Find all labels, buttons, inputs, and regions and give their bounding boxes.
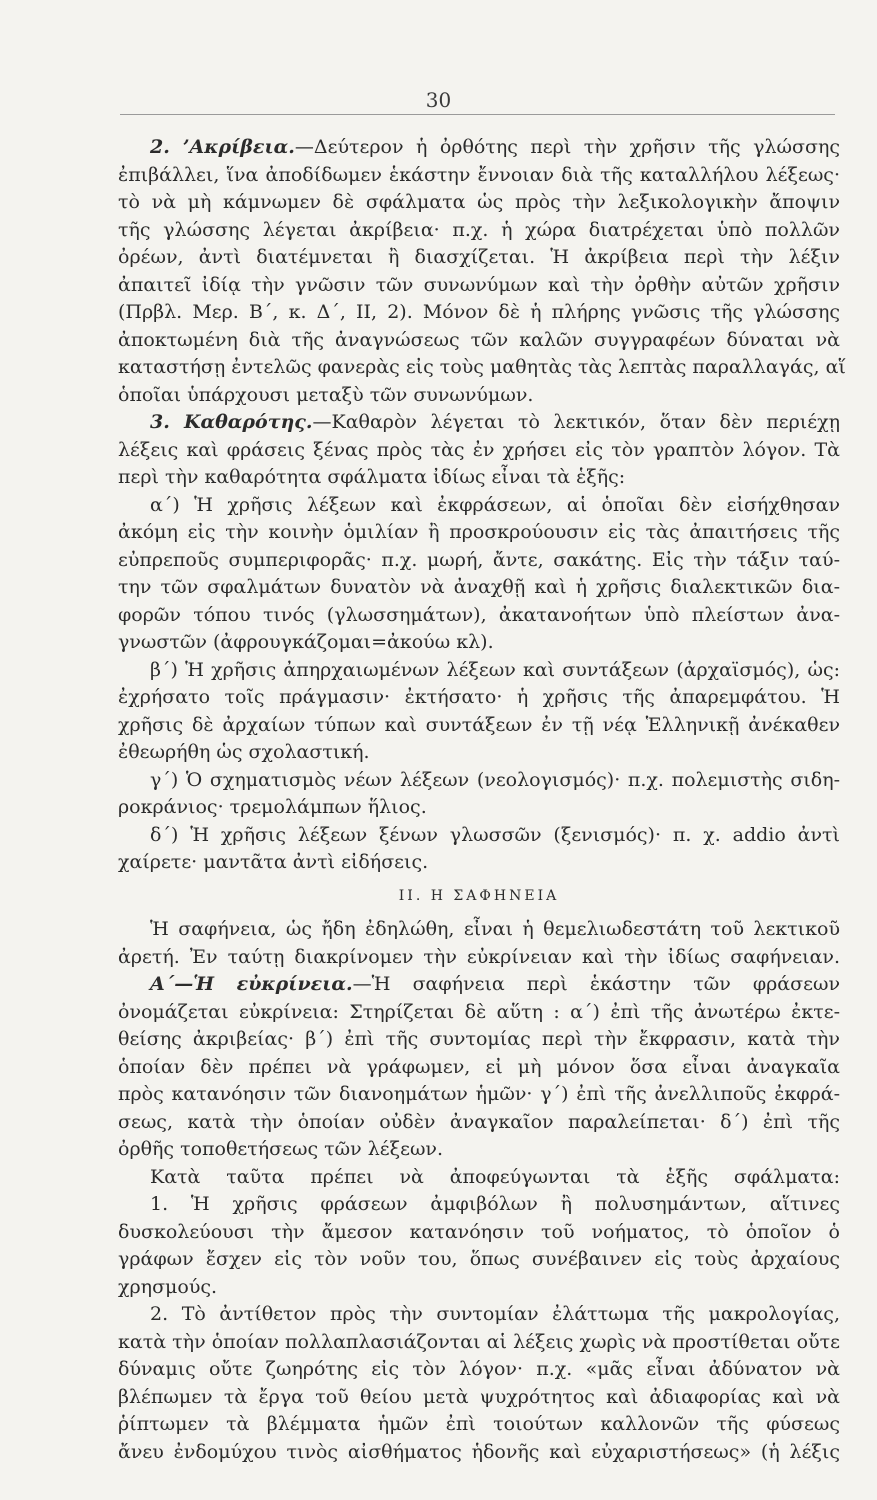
text-line xyxy=(118,1356,840,1384)
text-line xyxy=(118,492,840,520)
line-text: περὶ τὴν καθαρότητα σφάλματα ἰδίως εἶναι τὰ ἑξῆς: xyxy=(118,466,626,488)
text-line xyxy=(118,519,840,547)
line-text: χρησμούς. xyxy=(118,1275,218,1298)
line-text: ΙΙ. Η ΣΑΦΗΝΕΙΑ xyxy=(398,887,560,904)
text-line xyxy=(118,657,840,685)
text-line xyxy=(118,1081,840,1109)
text-line xyxy=(118,1054,840,1082)
text-line xyxy=(118,916,840,944)
line-text: ἀποκτωμένη διὰ τῆς ἀναγνώσεως τῶν καλῶν συγγραφέων δύναται νὰ xyxy=(118,328,840,351)
text-line xyxy=(118,189,840,217)
line-text: χαίρετε· μαντᾶτα ἀντὶ εἰδήσεις. xyxy=(118,851,429,873)
text-line xyxy=(118,1384,840,1412)
text-line xyxy=(118,217,840,245)
line-text: γνωστῶν (ἀφρουγκάζομαι=ἀκούω κλ). xyxy=(118,631,494,653)
text-line xyxy=(118,1191,840,1219)
text-line xyxy=(118,1439,840,1467)
text-line xyxy=(118,602,840,630)
body-text xyxy=(118,134,846,1466)
line-text: γράφων ἔσχεν εἰς τὸν νοῦν του, ὅπως συνέβαινεν εἰς τοὺς ἀρχαίους xyxy=(118,1248,840,1270)
line-text: (Πρβλ. Μερ. Β΄, κ. Δ΄, ΙΙ, 2). Μόνον δὲ ἡ πλήρης γνῶσις τῆς γλώσσης xyxy=(118,301,840,323)
line-text: εὐπρεποῦς συμπεριφορᾶς· π.χ. μωρή, ἄντε, σακάτης. Εἰς τὴν τάξιν ταύ- xyxy=(118,548,840,571)
line-text: —Ἡ σαφήνεια περὶ ἑκάστην τῶν φράσεων xyxy=(352,973,840,995)
line-text: ἐθεωρήθη ὡς σχολαστική. xyxy=(118,741,370,763)
section-lead: Α΄—Ἡ εὐκρίνεια. xyxy=(150,973,353,995)
line-text: ροκράνιος· τρεμολάμπων ἥλιος. xyxy=(118,796,427,818)
line-text: ἀρετή. Ἐν ταύτῃ διακρίνομεν τὴν εὐκρίνειαν καὶ τὴν ἰδίως σαφήνειαν. xyxy=(118,945,840,968)
line-text: ἀκόμη εἰς τὴν κοινὴν ὁμιλίαν ἢ προσκρούουσιν εἰς τὰς ἀπαιτήσεις τῆς xyxy=(118,521,840,543)
line-text: ὁποίαν δὲν πρέπει νὰ γράφωμεν, εἰ μὴ μόνον ὅσα εἶναι ἀναγκαῖα xyxy=(118,1055,840,1078)
header-rule xyxy=(120,114,835,115)
section-lead: 2. ’Ακρίβεια. xyxy=(150,136,295,158)
text-line xyxy=(118,629,840,657)
text-line xyxy=(118,794,840,822)
text-line xyxy=(118,354,846,382)
text-line xyxy=(118,767,840,795)
line-text: φορῶν τόπου τινός (γλωσσημάτων), ἀκατανοήτων ὑπὸ πλείστων ἀνα- xyxy=(118,603,840,626)
line-text: α΄) Ἡ χρῆσις λέξεων καὶ ἐκφράσεων, αἱ ὁποῖαι δὲν εἰσήχθησαν xyxy=(150,493,840,516)
text-line xyxy=(118,1164,840,1192)
line-text: ἐχρήσατο τοῖς πράγμασιν· ἐκτήσατο· ἡ χρῆσις τῆς ἀπαρεμφάτου. Ἡ xyxy=(118,686,840,708)
line-text: τῆς γλώσσης λέγεται ἀκρίβεια· π.χ. ἡ χώρα διατρέχεται ὑπὸ πολλῶν xyxy=(118,218,840,241)
text-line xyxy=(118,437,840,465)
text-line xyxy=(118,162,840,190)
line-text: —Δεύτερον ἡ ὀρθότης περὶ τὴν χρῆσιν τῆς γλώσσης xyxy=(294,136,840,158)
text-line xyxy=(118,547,840,575)
text-line xyxy=(118,272,840,300)
text-line xyxy=(118,464,840,492)
text-line xyxy=(118,1219,840,1247)
text-line xyxy=(118,999,840,1027)
line-text: ἄνευ ἐνδομύχου τινὸς αἰσθήματος ἡδονῆς καὶ εὐχαριστήσεως» (ἡ λέξις xyxy=(118,1440,840,1463)
text-line xyxy=(118,1136,840,1164)
text-line xyxy=(118,382,840,410)
line-text: Ἡ σαφήνεια, ὡς ἤδη ἐδηλώθη, εἶναι ἡ θεμελιωδεστάτη τοῦ λεκτικοῦ xyxy=(150,918,840,940)
line-text: πρὸς κατανόησιν τῶν διανοημάτων ἡμῶν· γ΄) ἐπὶ τῆς ἀνελλιποῦς ἐκφρά- xyxy=(118,1083,840,1105)
text-line xyxy=(118,822,840,850)
text-line xyxy=(118,409,840,437)
line-text: β΄) Ἡ χρῆσις ἀπηρχαιωμένων λέξεων καὶ συντάξεων (ἀρχαϊσμός), ὡς: xyxy=(150,658,840,681)
text-line xyxy=(118,299,840,327)
line-text: γ΄) Ὁ σχηματισμὸς νέων λέξεων (νεολογισμός)· π.χ. πολεμιστὴς σιδη- xyxy=(150,768,840,791)
line-text: θείσης ἀκριβείας· β΄) ἐπὶ τῆς συντομίας περὶ τὴν ἔκφρασιν, κατὰ τὴν xyxy=(118,1028,840,1050)
text-line xyxy=(118,971,840,999)
text-line xyxy=(118,1329,840,1357)
section-lead: 3. Καθαρότης. xyxy=(150,411,313,433)
line-text: σεως, κατὰ τὴν ὁποίαν οὐδὲν ἀναγκαῖον παραλείπεται· δ΄) ἐπὶ τῆς xyxy=(118,1110,840,1133)
line-text: δ΄) Ἡ χρῆσις λέξεων ξένων γλωσσῶν (ξενισμός)· π. χ. addio ἀντὶ xyxy=(150,823,840,846)
line-text: Κατὰ ταῦτα πρέπει νὰ ἀποφεύγωνται τὰ ἑξῆς σφάλματα: xyxy=(150,1165,840,1188)
text-line xyxy=(118,134,840,162)
text-line xyxy=(118,712,840,740)
text-line xyxy=(118,1026,840,1054)
text-line xyxy=(118,944,840,972)
line-text: 2. Τὸ ἀντίθετον πρὸς τὴν συντομίαν ἐλάττωμα τῆς μακρολογίας, xyxy=(150,1303,840,1325)
text-line xyxy=(118,1246,840,1274)
text-line xyxy=(118,849,840,877)
line-text: δυσκολεύουσι τὴν ἄμεσον κατανόησιν τοῦ νοήματος, τὸ ὁποῖον ὁ xyxy=(118,1220,840,1243)
page-number: 30 xyxy=(425,88,452,112)
line-text: κατὰ τὴν ὁποίαν πολλαπλασιάζονται αἱ λέξεις χωρὶς νὰ προστίθεται οὔτε xyxy=(118,1330,840,1353)
text-line xyxy=(118,1411,840,1439)
line-text: ὀρθῆς τοποθετήσεως τῶν λέξεων. xyxy=(118,1138,444,1160)
line-text: ἐπιβάλλει, ἵνα ἀποδίδωμεν ἑκάστην ἔννοιαν διὰ τῆς καταλλήλου λέξεως· xyxy=(118,163,840,186)
line-text: την τῶν σφαλμάτων δυνατὸν νὰ ἀναχθῇ καὶ ἡ χρῆσις διαλεκτικῶν δια- xyxy=(118,576,840,598)
text-line xyxy=(118,574,840,602)
text-line xyxy=(118,1301,840,1329)
line-text: καταστήσῃ ἐντελῶς φανερὰς εἰς τοὺς μαθητὰς τὰς λεπτὰς παραλλαγάς, αἵ xyxy=(118,356,846,378)
line-text: ῥίπτωμεν τὰ βλέμματα ἡμῶν ἐπὶ τοιούτων καλλονῶν τῆς φύσεως xyxy=(118,1413,840,1435)
line-text: 1. Ἡ χρῆσις φράσεων ἀμφιβόλων ἢ πολυσημάντων, αἵτινες xyxy=(150,1193,840,1215)
line-text: ὀνομάζεται εὐκρίνεια: Στηρίζεται δὲ αὕτη : α΄) ἐπὶ τῆς ἀνωτέρω ἐκτε- xyxy=(118,1000,840,1023)
line-text: δύναμις οὔτε ζωηρότης εἰς τὸν λόγον· π.χ. «μᾶς εἶναι ἀδύνατον νὰ xyxy=(118,1358,840,1380)
line-text: χρῆσις δὲ ἀρχαίων τύπων καὶ συντάξεων ἐν τῇ νέᾳ Ἑλληνικῇ ἀνέκαθεν xyxy=(118,713,840,736)
line-text: τὸ νὰ μὴ κάμνωμεν δὲ σφάλματα ὡς πρὸς τὴν λεξικολογικὴν ἄποψιν xyxy=(118,191,840,213)
line-text: ἀπαιτεῖ ἰδίᾳ τὴν γνῶσιν τῶν συνωνύμων καὶ τὴν ὀρθὴν αὐτῶν χρῆσιν xyxy=(118,273,840,296)
line-text: —Καθαρὸν λέγεται τὸ λεκτικόν, ὅταν δὲν περιέχῃ xyxy=(312,411,840,433)
section-heading xyxy=(118,883,840,911)
line-text: βλέπωμεν τὰ ἔργα τοῦ θείου μετὰ ψυχρότητος καὶ ἀδιαφορίας καὶ νὰ xyxy=(118,1385,840,1408)
line-text: ὁποῖαι ὑπάρχουσι μεταξὺ τῶν συνωνύμων. xyxy=(118,383,534,406)
text-line xyxy=(118,739,840,767)
text-line xyxy=(118,1109,840,1137)
line-text: ὀρέων, ἀντὶ διατέμνεται ἢ διασχίζεται. Ἡ ἀκρίβεια περὶ τὴν λέξιν xyxy=(118,246,840,268)
text-line xyxy=(118,327,840,355)
text-line xyxy=(118,244,840,272)
text-line xyxy=(118,1274,840,1302)
text-line xyxy=(118,684,840,712)
line-text: λέξεις καὶ φράσεις ξένας πρὸς τὰς ἐν χρήσει εἰς τὸν γραπτὸν λόγον. Τὰ xyxy=(118,438,840,461)
